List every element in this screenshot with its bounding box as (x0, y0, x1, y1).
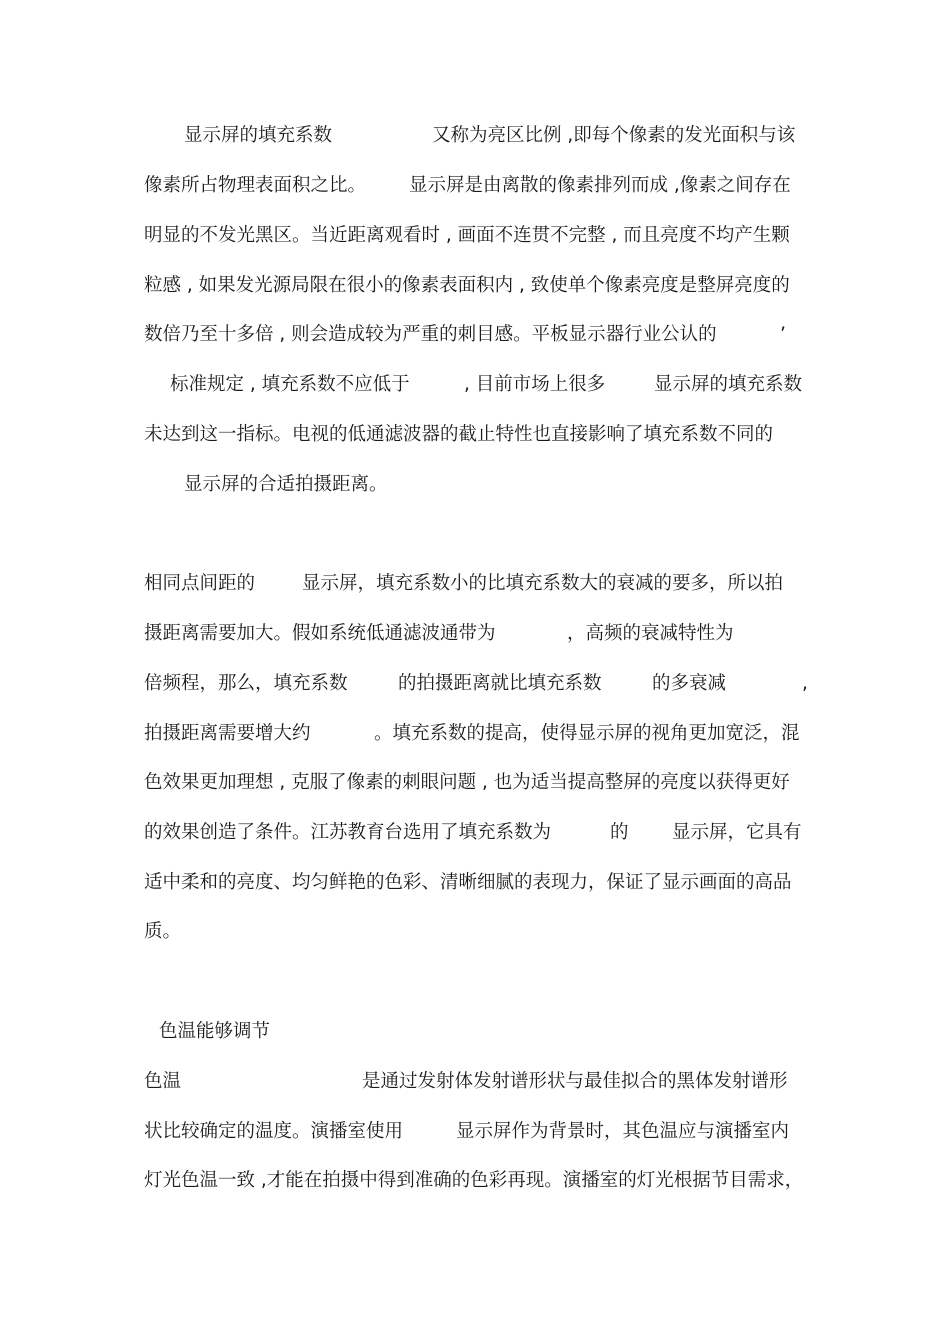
text-segment: 的多衰减 (652, 673, 727, 694)
text-segment: 是通过发射体发射谱形状与最佳拟合的黑体发射谱形 (362, 1071, 788, 1092)
text-segment: , 目前市场上很多 (464, 374, 606, 395)
text-segment: 色温 (144, 1071, 182, 1092)
text-segment: 像素所占物理表面积之比。 (144, 175, 367, 196)
text-segment: 的 (610, 822, 629, 843)
text-segment: 明显的不发光黑区。当近距离观看时 , 画面不连贯不完整 , 而且亮度不均产生颗 (144, 225, 790, 246)
text-segment: , (802, 673, 808, 694)
text-segment: 倍频程，那么，填充系数 (144, 673, 348, 694)
text-segment: 相同点间距的 (144, 573, 256, 594)
text-segment: 又称为亮区比例 ,即每个像素的发光面积与该 (432, 125, 796, 146)
text-segment: 显示屏是由离散的像素排列而成 ,像素之间存在 (409, 175, 791, 196)
text-segment: 灯光色温一致 ,才能在拍摄中得到准确的色彩再现。演播室的灯光根据节目需求， (144, 1170, 804, 1191)
text-segment: 的效果创造了条件。江苏教育台选用了填充系数为 (144, 822, 552, 843)
text-segment: 粒感 , 如果发光源局限在很小的像素表面积内 , 致使单个像素亮度是整屏亮度的 (144, 275, 790, 296)
text-segment: 色效果更加理想 , 克服了像素的刺眼问题 , 也为适当提高整屏的亮度以获得更好 (144, 772, 790, 793)
text-segment: 适中柔和的亮度、均匀鲜艳的色彩、清晰细腻的表现力，保证了显示画面的高品 (144, 872, 792, 893)
text-segment: ’ (780, 324, 786, 345)
text-segment: 数倍乃至十多倍 , 则会造成较为严重的刺目感。平板显示器行业公认的 (144, 324, 717, 345)
text-segment: 质。 (144, 921, 182, 942)
text-segment: ，高频的衰减特性为 (567, 623, 734, 644)
text-segment: 显示屏，填充系数小的比填充系数大的衰减的要多，所以拍 (302, 573, 784, 594)
text-segment: 显示屏的填充系数 (654, 374, 803, 395)
text-segment: 显示屏的填充系数 (184, 125, 333, 146)
text-segment: 拍摄距离需要增大约 (144, 723, 311, 744)
text-segment: 摄距离需要加大。假如系统低通滤波通带为 (144, 623, 496, 644)
text-segment: 显示屏作为背景时，其色温应与演播室内 (456, 1121, 790, 1142)
text-segment: 。填充系数的提高，使得显示屏的视角更加宽泛，混 (374, 723, 800, 744)
text-segment: 标准规定 , 填充系数不应低于 (170, 374, 410, 395)
heading-text: 色温能够调节 (159, 1021, 271, 1042)
text-segment: 状比较确定的温度。演播室使用 (144, 1121, 404, 1142)
text-segment: 显示屏的合适拍摄距离。 (184, 474, 388, 495)
text-segment: 未达到这一指标。电视的低通滤波器的截止特性也直接影响了填充系数不同的 (144, 424, 774, 445)
text-segment: 显示屏，它具有 (672, 822, 802, 843)
text-segment: 的拍摄距离就比填充系数 (398, 673, 602, 694)
